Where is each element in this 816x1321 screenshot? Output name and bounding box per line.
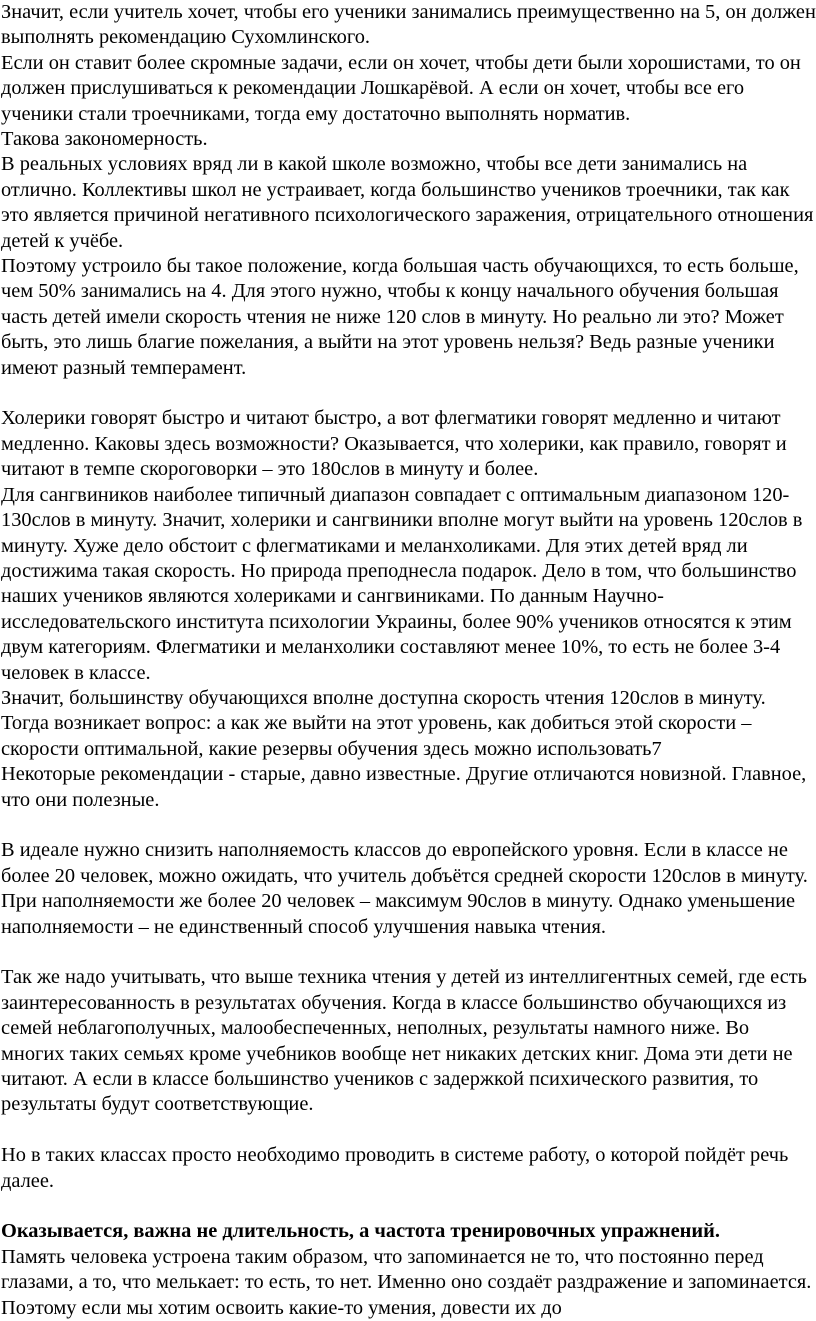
paragraph-spacer bbox=[1, 1194, 816, 1219]
paragraph-reading-speed-goal: Поэтому устроило бы такое положение, когда большая часть обучающихся, то есть больше, чем 50% занимались на 4. Для этого нужно, чтобы к концу начального обучения большая часть детей имели скорость чтения не ниже 120 слов в минуту. Но реально ли это? Может быть, это лишь благие пожелания, а выйти на этот уровень нельзя? Ведь разные ученики имеют разный темперамент. bbox=[1, 255, 799, 379]
paragraph-class-size: В идеале нужно снизить наполняемость классов до европейского уровня. Если в классе не более 20 человек, можно ожидать, что учитель добъётся средней скорости 120слов в минуту. При наполняемости же более 20 человек – максимум 90слов в минуту. Однако уменьшение наполняемости – не единственный способ улучшения навыка чтения. bbox=[1, 839, 808, 938]
paragraph-spacer bbox=[1, 813, 816, 838]
paragraph-spacer bbox=[1, 940, 816, 965]
paragraph-family-factor: Так же надо учитывать, что выше техника чтения у детей из интеллигентных семей, где есть заинтересованность в результатах обучения. Когда в классе большинство обучающихся из семей неблагополучных, малообеспеченных, неполных, результаты намного ниже. Во многих таких семьях кроме учебников вообще нет никаких детских книг. Дома эти дети не читают. А если в классе большинство учеников с задержкой психического развития, то результаты будут соответствующие. bbox=[1, 966, 807, 1116]
paragraph-memory: Память человека устроена таким образом, что запоминается не то, что постоянно перед глазами, а то, что мелькает: то есть, то нет. Именно оно создаёт раздражение и запоминается. Поэтому если мы хотим освоить какие-то умения, довести их до bbox=[1, 1245, 812, 1319]
paragraph-spacer bbox=[1, 381, 816, 406]
paragraph-regularity: Такова закономерность. bbox=[1, 128, 208, 151]
paragraph-loshkareva: Если он ставит более скромные задачи, если он хочет, чтобы дети были хорошистами, то он должен прислушиваться к рекомендации Лошкарёвой. А если он хочет, чтобы все его ученики стали троечниками, тогда ему достаточно выполнять норматив. bbox=[1, 51, 801, 125]
paragraph-cholerics: Холерики говорят быстро и читают быстро, а вот флегматики говорят медленно и читают медленно. Каковы здесь возможности? Оказывается, что холерики, как правило, говорят и читают в темпе скороговорки – это 180слов в минуту и более. bbox=[1, 407, 787, 481]
paragraph-spacer bbox=[1, 1118, 816, 1143]
paragraph-sukhomlinsky: Значит, если учитель хочет, чтобы его ученики занимались преимущественно на 5, он должен выполнять рекомендацию Сухомлинского. bbox=[1, 1, 816, 49]
paragraph-system-work: Но в таких классах просто необходимо проводить в системе работу, о которой пойдёт речь далее. bbox=[1, 1144, 789, 1192]
paragraph-recommendations: Некоторые рекомендации - старые, давно известные. Другие отличаются новизной. Главное, что они полезные. bbox=[1, 763, 807, 811]
section-heading-frequency: Оказывается, важна не длительность, а частота тренировочных упражнений. bbox=[1, 1220, 720, 1243]
paragraph-real-conditions: В реальных условиях вряд ли в какой школе возможно, чтобы все дети занимались на отлично. Коллективы школ не устраивает, когда большинство учеников троечники, так как это является причиной негативного психологического заражения, отрицательного отношения детей к учёбе. bbox=[1, 153, 814, 252]
paragraph-conclusion-speed: Значит, большинству обучающихся вполне доступна скорость чтения 120слов в минуту. Тогда возникает вопрос: а как же выйти на этот уровень, как добиться этой скорости – скорости оптимальной, какие резервы обучения здесь можно использовать7 bbox=[1, 686, 766, 760]
paragraph-sanguines: Для сангвиников наиболее типичный диапазон совпадает с оптимальным диапазоном 120-130слов в минуту. Значит, холерики и сангвиники вполне могут выйти на уровень 120слов в минуту. Хуже дело обстоит с флегматиками и меланхоликами. Для этих детей вряд ли достижима такая скорость. Но природа преподнесла подарок. Дело в том, что большинство наших учеников являются холериками и сангвиниками. По данным Научно-исследовательского института психологии Украины, более 90% учеников относятся к этим двум категориям. Флегматики и меланхолики составляют менее 10%, то есть не более 3-4 человек в классе. bbox=[1, 483, 803, 684]
